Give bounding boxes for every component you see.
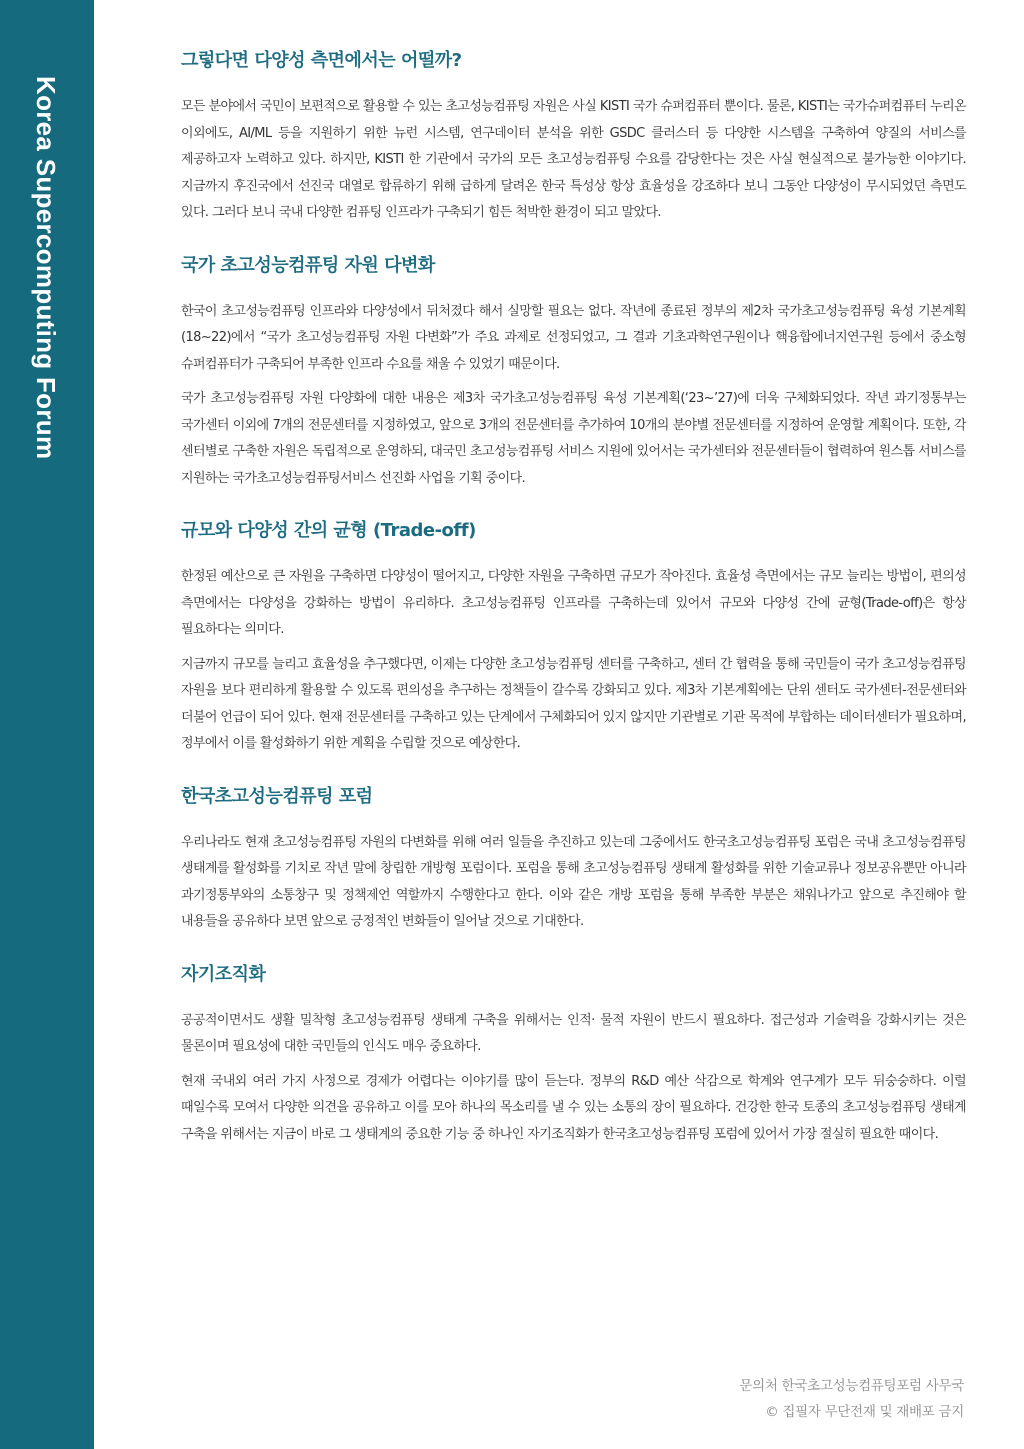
section-paragraph: 우리나라도 현재 초고성능컴퓨팅 자원의 다변화를 위해 여러 일들을 추진하고 있는데 그중에서도 한국초고성능컴퓨팅 포럼은 국내 초고성능컴퓨팅 생태계를 활성화를 기치로 작년 말에 창립한 개방형 포럼이다. 포럼을 통해 초고성능컴퓨팅 생태계 활성화를 위한 기술교류나 정보공유뿐만 아니라 과기정통부와의 소통창구 및 정책제언 역할까지 수행한다고 한다. 이와 같은 개방 포럼을 통해 부족한 부분은 채워나가고 앞으로 추진해야 할 내용들을 공유하다 보면 앞으로 긍정적인 변화들이 일어날 것으로 기대한다. bbox=[181, 834, 966, 929]
sidebar-band bbox=[0, 0, 94, 1449]
section-heading: 국가 초고성능컴퓨팅 자원 다변화 bbox=[181, 254, 435, 276]
section-paragraph: 지금까지 규모를 늘리고 효율성을 추구했다면, 이제는 다양한 초고성능컴퓨팅 센터를 구축하고, 센터 간 협력을 통해 국민들이 국가 초고성능컴퓨팅 자원을 보다 편리하게 활용할 수 있도록 편의성을 추구하는 정책들이 갈수록 강화되고 있다. 제3차 기본계획에는 단위 센터도 국가센터-전문센터와 더불어 언급이 되어 있다. 현재 전문센터를 구축하고 있는 단계에서 구체화되어 있지 않지만 기관별로 기관 목적에 부합하는 데이터센터가 필요하며, 정부에서 이를 활성화하기 위한 계획을 수립할 것으로 예상한다. bbox=[181, 656, 966, 751]
sidebar-title: Korea Supercomputing Forum bbox=[31, 76, 61, 460]
section-paragraph: 공공적이면서도 생활 밀착형 초고성능컴퓨팅 생태계 구축을 위해서는 인적· 물적 자원이 반드시 필요하다. 접근성과 기술력을 강화시키는 것은 물론이며 필요성에 대한 국민들의 인식도 매우 중요하다. bbox=[181, 1012, 966, 1054]
section-paragraph: 한국이 초고성능컴퓨팅 인프라와 다양성에서 뒤처졌다 해서 실망할 필요는 없다. 작년에 종료된 정부의 제2차 국가초고성능컴퓨팅 육성 기본계획 (18~22)에서 “국가 초고성능컴퓨팅 자원 다변화”가 주요 과제로 선정되었고, 그 결과 기초과학연구원이나 핵융합에너지연구원 등에서 중소형 슈퍼컴퓨터가 구축되어 부족한 인프라 수요를 채울 수 있었기 때문이다. bbox=[181, 303, 966, 372]
section-paragraph: 한정된 예산으로 큰 자원을 구축하면 다양성이 떨어지고, 다양한 자원을 구축하면 규모가 작아진다. 효율성 측면에서는 규모 늘리는 방법이, 편의성 측면에서는 다양성을 강화하는 방법이 유리하다. 초고성능컴퓨팅 인프라를 구축하는데 있어서 규모와 다양성 간에 균형(Trade-off)은 항상 필요하다는 의미다. bbox=[181, 569, 966, 637]
section-paragraph: 국가 초고성능컴퓨팅 자원 다양화에 대한 내용은 제3차 국가초고성능컴퓨팅 육성 기본계획(‘23~’27)에 더욱 구체화되었다. 작년 과기정통부는 국가센터 이외에 7개의 전문센터를 지정하였고, 앞으로 3개의 전문센터를 추가하여 10개의 분야별 전문센터를 지정하여 운영할 계획이다. 또한, 각 센터별로 구축한 자원은 독립적으로 운영하되, 대국민 초고성능컴퓨팅 서비스 지원에 있어서는 국가센터와 전문센터들이 협력하여 원스톱 서비스를 지원하는 국가초고성능컴퓨팅서비스 선진화 사업을 기획 중이다. bbox=[181, 391, 966, 486]
page-footer bbox=[739, 1373, 964, 1425]
section-paragraph: 현재 국내외 여러 가지 사정으로 경제가 어렵다는 이야기를 많이 듣는다. 정부의 R&D 예산 삭감으로 학계와 연구계가 모두 뒤숭숭하다. 이럴 때일수록 모여서 다양한 의견을 공유하고 이를 모아 하나의 목소리를 낼 수 있는 소통의 장이 필요하다. 건강한 한국 토종의 초고성능컴퓨팅 생태계 구축을 위해서는 지금이 바로 그 생태계의 중요한 기능 중 하나인 자기조직화가 한국초고성능컴퓨팅 포럼에 있어서 가장 절실히 필요한 때이다. bbox=[181, 1073, 966, 1142]
section-heading: 한국초고성능컴퓨팅 포럼 bbox=[181, 785, 373, 807]
footer-copyright: © 집필자 무단전재 및 재배포 금지 bbox=[765, 1404, 964, 1420]
section-self-organization bbox=[181, 962, 966, 1149]
section-trade-off bbox=[181, 518, 966, 758]
section-heading: 자기조직화 bbox=[181, 963, 266, 985]
section-forum bbox=[181, 784, 966, 936]
section-paragraph: 모든 분야에서 국민이 보편적으로 활용할 수 있는 초고성능컴퓨팅 자원은 사실 KISTI 국가 슈퍼컴퓨터 뿐이다. 물론, KISTI는 국가슈퍼컴퓨터 누리온 이외에도, AI/ML 등을 지원하기 위한 뉴런 시스템, 연구데이터 분석을 위한 GSDC 클러스터 등 다양한 시스템을 구축하여 양질의 서비스를 제공하고자 노력하고 있다. 하지만, KISTI 한 기관에서 국가의 모든 초고성능컴퓨팅 수요를 감당한다는 것은 사실 현실적으로 불가능한 이야기다. 지금까지 후진국에서 선진국 대열로 합류하기 위해 급하게 달려온 한국 특성상 항상 효율성을 강조하다 보니 그동안 다양성이 무시되었던 측면도 있다. 그러다 보니 국내 다양한 컴퓨팅 인프라가 구축되기 힘든 척박한 환경이 되고 말았다. bbox=[181, 99, 966, 220]
article-body bbox=[181, 48, 966, 1174]
section-resource-diversification bbox=[181, 253, 966, 493]
section-heading: 그렇다면 다양성 측면에서는 어떨까? bbox=[181, 50, 462, 71]
section-diversity-aspect bbox=[181, 48, 966, 227]
section-heading: 규모와 다양성 간의 균형 (Trade-off) bbox=[181, 520, 476, 541]
footer-contact: 문의처 한국초고성능컴퓨팅포럼 사무국 bbox=[739, 1378, 964, 1394]
